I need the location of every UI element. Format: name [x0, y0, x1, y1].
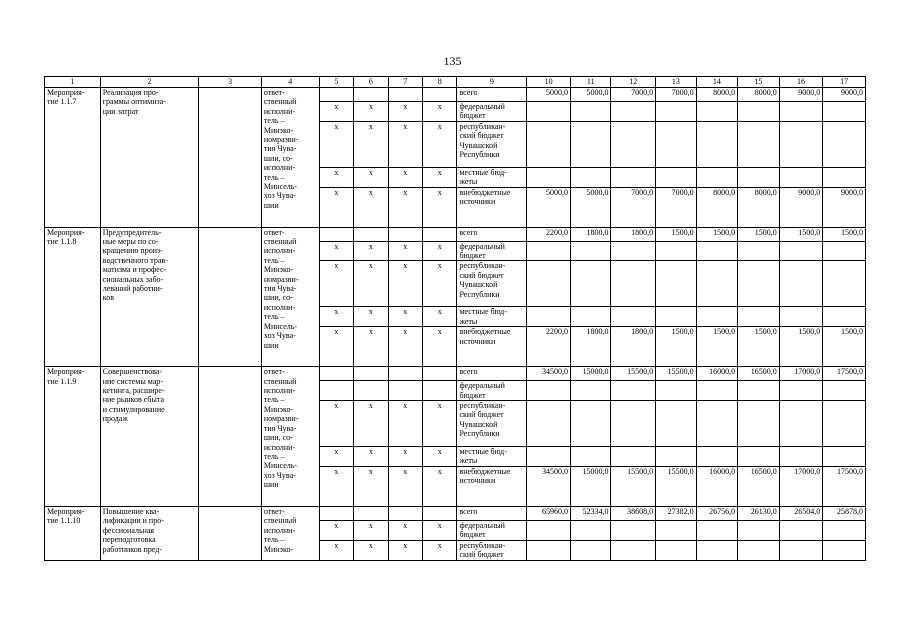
measure-name: Совершенствова- ние системы мар- кетинга, расшире- ние рынков сбыта и стимулирование продаж [100, 367, 198, 507]
funding-amount: 16500,0 [738, 367, 780, 381]
funding-amount: 34500,0 [527, 466, 571, 506]
funding-source: внебюджетные источники [457, 327, 527, 367]
funding-amount [696, 167, 738, 187]
funding-amount [738, 520, 780, 540]
budget-code-mark: х [319, 121, 353, 167]
measure-name: Реализация про- граммы оптимиза- ции затрат [100, 88, 198, 228]
funding-amount: 17500,0 [823, 466, 866, 506]
funding-source: республикан- ский бюджет Чувашской Республики [457, 121, 527, 167]
funding-amount [527, 167, 571, 187]
funding-amount [823, 401, 866, 447]
funding-amount: 1500,0 [738, 327, 780, 367]
budget-code-mark: х [319, 401, 353, 447]
funding-amount: 1500,0 [823, 227, 866, 241]
funding-amount [696, 121, 738, 167]
funding-amount [823, 261, 866, 307]
funding-amount [611, 102, 656, 122]
funding-amount [738, 307, 780, 327]
column-header: 8 [423, 77, 457, 88]
measure-goal-cell [199, 227, 262, 367]
funding-amount: 5000,0 [527, 88, 571, 102]
funding-amount [779, 520, 823, 540]
funding-amount [611, 121, 656, 167]
budget-code-cell [354, 227, 388, 241]
funding-amount [696, 401, 738, 447]
column-header: 1 [45, 77, 101, 88]
funding-amount [696, 241, 738, 261]
funding-amount [527, 261, 571, 307]
measure-executor: ответ- ственный исполни- тель – Минэко- номразви- тия Чува- шии, со- исполни- тель – Минсель- хоз Чува- шии [261, 227, 319, 367]
funding-source: всего [457, 367, 527, 381]
funding-amount [738, 540, 780, 560]
funding-amount [823, 520, 866, 540]
funding-source: внебюджетные источники [457, 466, 527, 506]
funding-amount: 17000,0 [779, 466, 823, 506]
funding-amount: 15000,0 [570, 367, 611, 381]
budget-code-cell [388, 367, 422, 381]
column-header: 17 [823, 77, 866, 88]
measure-goal-cell [199, 367, 262, 507]
column-header: 6 [354, 77, 388, 88]
funding-amount: 1800,0 [570, 227, 611, 241]
measure-code: Мероприя- тие 1.1.10 [45, 506, 101, 560]
budget-table [44, 76, 866, 561]
column-header: 7 [388, 77, 422, 88]
budget-code-mark: х [423, 401, 457, 447]
funding-amount [738, 167, 780, 187]
funding-amount [779, 102, 823, 122]
funding-amount [696, 102, 738, 122]
funding-amount [527, 401, 571, 447]
budget-code-mark: х [388, 401, 422, 447]
budget-code-mark: х [319, 241, 353, 261]
funding-amount: 9000,0 [823, 88, 866, 102]
budget-code-cell [354, 367, 388, 381]
funding-amount: 17000,0 [779, 367, 823, 381]
funding-source: республикан- ский бюджет [457, 540, 527, 560]
measure-executor: ответ- ственный исполни- тель – Минэко- номразви- тия Чува- шии, со- исполни- тель – Минсель- хоз Чува- шии [261, 88, 319, 228]
budget-code-mark: х [388, 466, 422, 506]
column-header: 16 [779, 77, 823, 88]
budget-code-mark: х [388, 167, 422, 187]
funding-amount [656, 102, 697, 122]
funding-amount [527, 381, 571, 401]
funding-amount: 16000,0 [696, 466, 738, 506]
funding-amount [656, 401, 697, 447]
measure-code: Мероприя- тие 1.1.7 [45, 88, 101, 228]
funding-amount: 16000,0 [696, 367, 738, 381]
column-header: 3 [199, 77, 262, 88]
budget-code-mark: х [319, 447, 353, 467]
funding-amount [779, 307, 823, 327]
budget-code-mark: х [354, 466, 388, 506]
measure-name: Повышение ква- лификации и про- фессиональная переподготовка работников пред- [100, 506, 198, 560]
funding-amount: 15500,0 [656, 367, 697, 381]
funding-amount: 25878,0 [823, 506, 866, 520]
funding-amount: 1500,0 [656, 327, 697, 367]
funding-amount: 9000,0 [823, 187, 866, 227]
funding-amount [656, 261, 697, 307]
funding-amount [570, 167, 611, 187]
funding-amount [823, 102, 866, 122]
budget-code-mark: х [423, 540, 457, 560]
measure-goal-cell [199, 88, 262, 228]
table-row [45, 506, 866, 520]
budget-code-cell [388, 506, 422, 520]
funding-amount [696, 307, 738, 327]
funding-amount: 1800,0 [611, 327, 656, 367]
funding-amount [779, 540, 823, 560]
table-row [45, 227, 866, 241]
budget-code-cell [423, 381, 457, 401]
table-row [45, 88, 866, 102]
column-header: 5 [319, 77, 353, 88]
budget-code-mark: х [319, 167, 353, 187]
budget-code-cell [319, 88, 353, 102]
measure-code: Мероприя- тие 1.1.8 [45, 227, 101, 367]
budget-code-mark: х [423, 520, 457, 540]
funding-amount [779, 241, 823, 261]
budget-code-mark: х [388, 520, 422, 540]
budget-code-mark: х [354, 540, 388, 560]
funding-amount: 15500,0 [611, 367, 656, 381]
funding-amount [738, 241, 780, 261]
funding-source: федеральный бюджет [457, 520, 527, 540]
funding-amount: 1500,0 [696, 227, 738, 241]
budget-code-cell [423, 88, 457, 102]
funding-amount [570, 241, 611, 261]
funding-amount: 5000,0 [570, 187, 611, 227]
funding-amount [570, 447, 611, 467]
funding-amount [823, 121, 866, 167]
budget-code-mark: х [354, 241, 388, 261]
funding-amount [823, 307, 866, 327]
funding-amount [611, 307, 656, 327]
funding-amount: 8000,0 [738, 187, 780, 227]
funding-amount [779, 381, 823, 401]
budget-code-mark: х [423, 261, 457, 307]
funding-amount: 1800,0 [570, 327, 611, 367]
funding-amount: 65960,0 [527, 506, 571, 520]
funding-amount: 1800,0 [611, 227, 656, 241]
funding-amount: 1500,0 [656, 227, 697, 241]
budget-code-mark: х [423, 466, 457, 506]
budget-code-mark: х [423, 102, 457, 122]
budget-code-cell [319, 506, 353, 520]
budget-code-mark: х [319, 540, 353, 560]
funding-source: внебюджетные источники [457, 187, 527, 227]
budget-code-mark: х [388, 447, 422, 467]
funding-amount [738, 381, 780, 401]
funding-amount [527, 102, 571, 122]
funding-source: федеральный бюджет [457, 241, 527, 261]
funding-amount [779, 167, 823, 187]
funding-amount: 26504,0 [779, 506, 823, 520]
budget-code-cell [319, 227, 353, 241]
budget-code-cell [354, 506, 388, 520]
funding-source: республикан- ский бюджет Чувашской Республики [457, 401, 527, 447]
budget-code-mark: х [354, 187, 388, 227]
funding-amount [611, 241, 656, 261]
funding-amount [696, 381, 738, 401]
funding-amount [779, 121, 823, 167]
funding-amount [611, 401, 656, 447]
funding-amount: 1500,0 [738, 227, 780, 241]
funding-amount [656, 520, 697, 540]
budget-code-mark: х [319, 187, 353, 227]
funding-amount [823, 381, 866, 401]
funding-amount [611, 381, 656, 401]
funding-amount [611, 447, 656, 467]
funding-amount [611, 167, 656, 187]
funding-amount: 9000,0 [779, 187, 823, 227]
funding-amount [823, 241, 866, 261]
funding-amount [738, 102, 780, 122]
funding-source: местные бюд- жеты [457, 167, 527, 187]
funding-amount [570, 121, 611, 167]
budget-code-cell [354, 88, 388, 102]
funding-amount: 9000,0 [779, 88, 823, 102]
funding-source: федеральный бюджет [457, 102, 527, 122]
budget-code-mark: х [423, 241, 457, 261]
budget-code-mark: х [354, 520, 388, 540]
funding-source: федеральный бюджет [457, 381, 527, 401]
funding-amount [823, 447, 866, 467]
column-header: 15 [738, 77, 780, 88]
funding-amount: 16500,0 [738, 466, 780, 506]
funding-amount: 7000,0 [611, 88, 656, 102]
budget-code-mark: х [388, 241, 422, 261]
budget-code-cell [423, 227, 457, 241]
budget-code-mark: х [388, 540, 422, 560]
budget-code-cell [388, 88, 422, 102]
budget-code-cell [354, 381, 388, 401]
funding-amount [738, 401, 780, 447]
funding-amount: 1500,0 [696, 327, 738, 367]
funding-source: всего [457, 227, 527, 241]
funding-amount [570, 102, 611, 122]
funding-amount [611, 540, 656, 560]
funding-amount [570, 307, 611, 327]
funding-amount [738, 261, 780, 307]
budget-code-mark: х [354, 327, 388, 367]
funding-amount: 15500,0 [656, 466, 697, 506]
page-number: 135 [443, 54, 462, 68]
funding-amount [656, 241, 697, 261]
funding-amount: 8000,0 [738, 88, 780, 102]
budget-code-mark: х [388, 121, 422, 167]
funding-amount [823, 540, 866, 560]
funding-amount [527, 447, 571, 467]
measure-code: Мероприя- тие 1.1.9 [45, 367, 101, 507]
column-header: 9 [457, 77, 527, 88]
budget-code-cell [319, 381, 353, 401]
funding-amount: 8000,0 [696, 88, 738, 102]
budget-code-mark: х [354, 401, 388, 447]
funding-amount: 8000,0 [696, 187, 738, 227]
funding-amount: 7000,0 [611, 187, 656, 227]
budget-code-mark: х [319, 466, 353, 506]
budget-code-mark: х [354, 307, 388, 327]
measure-executor: ответ- ственный исполни- тель – Минэко- номразви- тия Чува- шии, со- исполни- тель – Минсель- хоз Чува- шии [261, 367, 319, 507]
budget-code-mark: х [388, 187, 422, 227]
funding-amount [570, 381, 611, 401]
funding-amount [611, 261, 656, 307]
funding-amount: 17500,0 [823, 367, 866, 381]
budget-code-mark: х [423, 447, 457, 467]
budget-code-mark: х [354, 261, 388, 307]
measure-goal-cell [199, 506, 262, 560]
budget-code-mark: х [423, 327, 457, 367]
budget-code-mark: х [319, 307, 353, 327]
funding-amount [696, 540, 738, 560]
funding-amount [779, 447, 823, 467]
budget-code-mark: х [354, 447, 388, 467]
budget-code-mark: х [354, 102, 388, 122]
table-row [45, 367, 866, 381]
funding-amount [570, 540, 611, 560]
funding-amount [696, 447, 738, 467]
budget-code-cell [388, 381, 422, 401]
budget-code-mark: х [354, 167, 388, 187]
budget-code-mark: х [423, 121, 457, 167]
budget-code-mark: х [423, 167, 457, 187]
funding-amount: 52334,0 [570, 506, 611, 520]
budget-code-mark: х [388, 102, 422, 122]
funding-amount [527, 241, 571, 261]
funding-amount: 5000,0 [527, 187, 571, 227]
funding-amount: 26756,0 [696, 506, 738, 520]
funding-amount: 2200,0 [527, 327, 571, 367]
funding-source: республикан- ский бюджет Чувашской Республики [457, 261, 527, 307]
budget-code-mark: х [319, 261, 353, 307]
funding-amount [779, 261, 823, 307]
budget-code-mark: х [319, 102, 353, 122]
funding-amount [823, 167, 866, 187]
budget-code-cell [423, 506, 457, 520]
budget-code-mark: х [388, 327, 422, 367]
funding-amount [779, 401, 823, 447]
funding-source: местные бюд- жеты [457, 447, 527, 467]
column-header: 10 [527, 77, 571, 88]
budget-code-mark: х [423, 307, 457, 327]
funding-amount [611, 520, 656, 540]
funding-amount [656, 121, 697, 167]
funding-amount [570, 261, 611, 307]
funding-amount [656, 447, 697, 467]
budget-code-mark: х [354, 121, 388, 167]
column-header: 2 [100, 77, 198, 88]
budget-code-mark: х [388, 307, 422, 327]
funding-amount [696, 261, 738, 307]
budget-code-mark: х [423, 187, 457, 227]
funding-amount: 27382,0 [656, 506, 697, 520]
funding-amount: 15500,0 [611, 466, 656, 506]
budget-code-mark: х [319, 327, 353, 367]
funding-source: всего [457, 88, 527, 102]
funding-amount: 7000,0 [656, 88, 697, 102]
budget-code-mark: х [388, 261, 422, 307]
funding-amount [570, 401, 611, 447]
funding-amount: 15000,0 [570, 466, 611, 506]
funding-amount [527, 520, 571, 540]
funding-amount [527, 121, 571, 167]
funding-amount [656, 307, 697, 327]
funding-source: всего [457, 506, 527, 520]
funding-amount: 5000,0 [570, 88, 611, 102]
budget-code-mark: х [319, 520, 353, 540]
funding-amount [696, 520, 738, 540]
column-number-row [45, 77, 866, 88]
column-header: 11 [570, 77, 611, 88]
funding-amount: 2200,0 [527, 227, 571, 241]
page-bottom-margin [0, 576, 905, 640]
budget-code-cell [423, 367, 457, 381]
funding-amount [656, 540, 697, 560]
budget-code-cell [388, 227, 422, 241]
funding-amount [570, 520, 611, 540]
funding-amount [656, 381, 697, 401]
funding-amount: 7000,0 [656, 187, 697, 227]
funding-amount [738, 447, 780, 467]
funding-amount [656, 167, 697, 187]
measure-name: Предупредитель- ные меры по со- кращению произ- водственного трав- матизма и профес- сиональных забо- леваний работни- ков [100, 227, 198, 367]
funding-source: местные бюд- жеты [457, 307, 527, 327]
column-header: 13 [656, 77, 697, 88]
funding-amount [527, 307, 571, 327]
funding-amount: 38608,0 [611, 506, 656, 520]
funding-amount [527, 540, 571, 560]
funding-amount [738, 121, 780, 167]
funding-amount: 1500,0 [779, 327, 823, 367]
column-header: 4 [261, 77, 319, 88]
funding-amount: 34500,0 [527, 367, 571, 381]
budget-code-cell [319, 367, 353, 381]
funding-amount: 1500,0 [823, 327, 866, 367]
funding-amount: 1500,0 [779, 227, 823, 241]
funding-amount: 26130,0 [738, 506, 780, 520]
column-header: 14 [696, 77, 738, 88]
column-header: 12 [611, 77, 656, 88]
measure-executor: ответ- ственный исполни- тель – Минэко- [261, 506, 319, 560]
